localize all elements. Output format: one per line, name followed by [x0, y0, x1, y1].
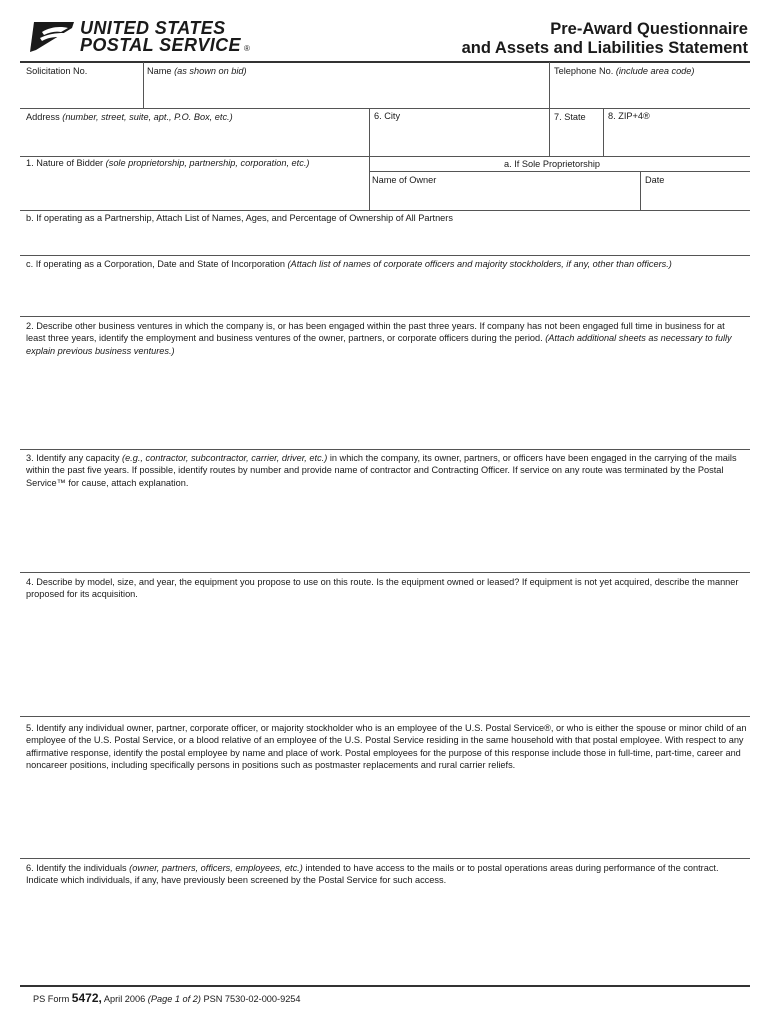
question-6-field[interactable]: [22, 892, 748, 982]
zip-label: 8. ZIP+4®: [608, 111, 650, 121]
row-rule: [20, 716, 750, 717]
question-4-text: 4. Describe by model, size, and year, the equipment you propose to use on this route. Is the equipment owned or leased? If equipment is not yet acquired, describe the manner proposed for its acquisition.: [26, 577, 739, 600]
eagle-icon: [28, 20, 76, 54]
city-label: 6. City: [374, 111, 401, 121]
row-rule: [20, 572, 750, 573]
registered-mark: ®: [243, 44, 251, 53]
name-field[interactable]: [147, 78, 545, 106]
date-field[interactable]: [645, 187, 747, 208]
form-title-line1: Pre-Award Questionnaire: [550, 20, 748, 38]
nature-of-bidder-field[interactable]: [22, 172, 366, 208]
question-6-text: 6. Identify the individuals (owner, partners, officers, employees, etc.) intended to have access to the mails or to postal operations areas during performance of the contract. Indicate which individuals, if any, have previously been screened by the Postal Service for such access.: [26, 863, 719, 886]
divider: [549, 62, 550, 156]
bottom-rule: [20, 985, 750, 987]
question-5-field[interactable]: [22, 792, 748, 856]
question-2-field[interactable]: [22, 360, 748, 447]
state-label: 7. State: [554, 112, 586, 122]
solicitation-field[interactable]: [22, 78, 140, 106]
row-rule: [20, 449, 750, 450]
solicitation-label: Solicitation No.: [26, 66, 88, 76]
corporation-field[interactable]: [22, 272, 748, 314]
owner-name-label: Name of Owner: [372, 175, 437, 185]
row-rule: [369, 171, 750, 172]
zip-field[interactable]: [608, 124, 746, 154]
row-rule: [20, 108, 750, 109]
partnership-label: b. If operating as a Partnership, Attach List of Names, Ages, and Percentage of Ownership of All Partners: [26, 213, 453, 223]
telephone-field[interactable]: [554, 78, 746, 106]
sole-proprietorship-label: a. If Sole Proprietorship: [504, 159, 601, 169]
corporation-label: c. If operating as a Corporation, Date and State of Incorporation (Attach list of names of corporate officers and majority stockholders, if any, other than officers.): [26, 259, 672, 269]
city-field[interactable]: [374, 124, 546, 154]
question-3-text: 3. Identify any capacity (e.g., contractor, subcontractor, carrier, driver, etc.) in which the company, its owner, partners, or officers have been engaged in the carrying of the mails within the past five years. If possible, identify routes by number and provide name of contractor and Contracting Officer. If service on any route was terminated by the Postal Service™ for cause, attach explanation.: [26, 453, 737, 488]
usps-name-line1: UNITED STATES: [80, 18, 226, 38]
question-2-text: 2. Describe other business ventures in which the company is, or has been engaged within the past three years. If company has not been engaged full time in business for at least three years, identify the employment and business ventures of the owner, partners, or corporate officers during the period. (Attach additional sheets as necessary to fully explain previous business ventures.): [26, 321, 732, 356]
question-5-text: 5. Identify any individual owner, partner, corporate officer, or majority stockholder who is an employee of the U.S. Postal Service®, or who is either the spouse or minor child of an employee of the U.S. Postal Service, or a blood relative of an employee of the U.S. Postal Service residing in the same household with that postal employee. With respect to any affirmative response, identify the postal employee by name and place of work. Postal employees for the purpose of this response include those in full-time, part-time, career and noncareer positions, including specifically persons in positions such as postmaster replacements and rural carrier reliefs.: [26, 723, 747, 771]
partnership-field[interactable]: [22, 225, 748, 253]
row-rule: [20, 316, 750, 317]
form-number: 5472,: [71, 991, 102, 1005]
nature-of-bidder-label: 1. Nature of Bidder (sole proprietorship, partnership, corporation, etc.): [26, 158, 310, 168]
question-3-field[interactable]: [22, 492, 748, 570]
row-rule: [20, 210, 750, 211]
page-indicator: (Page 1 of 2): [147, 994, 201, 1004]
address-field[interactable]: [22, 124, 366, 154]
address-label: Address (number, street, suite, apt., P.O. Box, etc.): [26, 112, 233, 122]
divider: [143, 62, 144, 108]
top-rule: [20, 61, 750, 63]
form-footer: PS Form 5472, April 2006 (Page 1 of 2) PSN 7530-02-000-9254: [33, 991, 301, 1005]
form-title-line2: and Assets and Liabilities Statement: [461, 39, 748, 57]
divider: [369, 156, 370, 210]
usps-name-line2: POSTAL SERVICE ®: [80, 35, 251, 55]
name-label: Name (as shown on bid): [147, 66, 247, 76]
state-field[interactable]: [554, 124, 600, 154]
row-rule: [20, 255, 750, 256]
question-4-field[interactable]: [22, 604, 748, 714]
divider: [369, 108, 370, 156]
date-label: Date: [645, 175, 665, 185]
owner-name-field[interactable]: [372, 187, 638, 208]
divider: [640, 171, 641, 210]
telephone-label: Telephone No. (include area code): [554, 66, 695, 76]
divider: [603, 108, 604, 156]
row-rule: [20, 858, 750, 859]
